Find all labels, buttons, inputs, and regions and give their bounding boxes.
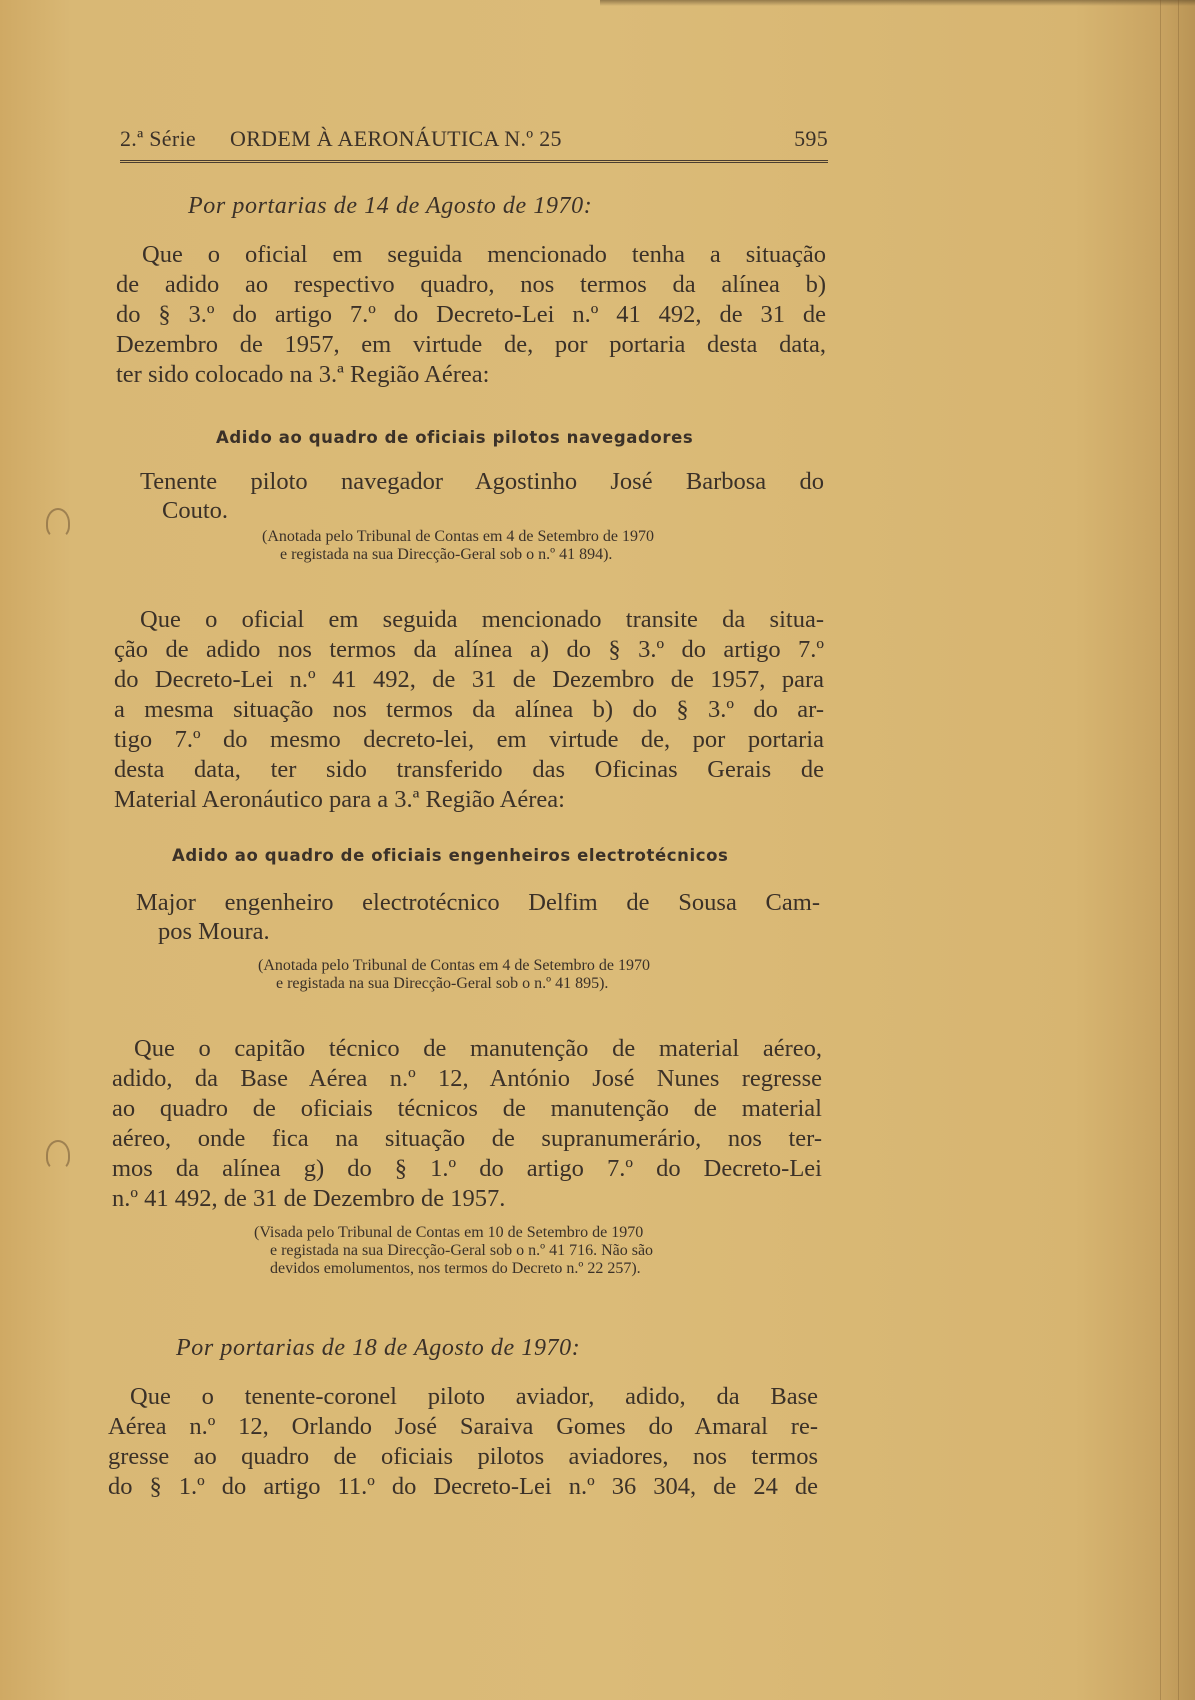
page-header [120, 126, 828, 163]
text-line: do Decreto-Lei n.º 41 492, de 31 de Dezembro de 1957, para [114, 666, 824, 693]
note-line: e registada na sua Direcção-Geral sob o n.º 41 716. Não são [270, 1242, 654, 1259]
note-line: (Visada pelo Tribunal de Contas em 10 de Setembro de 1970 [254, 1224, 644, 1241]
note-line: (Anotada pelo Tribunal de Contas em 4 de Setembro de 1970 [258, 957, 650, 974]
text-line: Aérea n.º 12, Orlando José Saraiva Gomes do Amaral re- [108, 1413, 818, 1440]
subheading: Adido ao quadro de oficiais engenheiros electrotécnicos [172, 846, 729, 865]
text-line: n.º 41 492, de 31 de Dezembro de 1957. [112, 1185, 506, 1212]
text-line: aéreo, onde fica na situação de supranumerário, nos ter- [112, 1125, 822, 1152]
note-line: e registada na sua Direcção-Geral sob o n.º 41 894). [280, 546, 613, 563]
note-line: devidos emolumentos, nos termos do Decreto n.º 22 257). [270, 1260, 641, 1277]
text-line: ção de adido nos termos da alínea a) do § 3.º do artigo 7.º [114, 636, 824, 663]
registration-note [254, 1224, 820, 1278]
section-heading: Por portarias de 18 de Agosto de 1970: [176, 1335, 581, 1361]
text-line: do § 1.º do artigo 11.º do Decreto-Lei n.º 36 304, de 24 de [108, 1473, 818, 1500]
paragraph [108, 1382, 818, 1502]
series-label: 2.ª Série [120, 126, 196, 151]
text-line: gresse ao quadro de oficiais pilotos aviadores, nos termos [108, 1443, 818, 1470]
name-line: pos Moura. [158, 918, 270, 945]
punch-hole-mark [46, 508, 70, 538]
page-edge-line [1178, 0, 1179, 1700]
name-line: Major engenheiro electrotécnico Delfim de Sousa Cam- [136, 889, 820, 916]
text-line: ao quadro de oficiais técnicos de manutenção de material [112, 1095, 822, 1122]
name-line: Tenente piloto navegador Agostinho José Barbosa do [140, 468, 824, 495]
scan-shadow [600, 0, 1195, 6]
text-line: a mesma situação nos termos da alínea b) do § 3.º do ar- [114, 696, 824, 723]
text-line: ter sido colocado na 3.ª Região Aérea: [116, 361, 490, 388]
page-number: 595 [794, 126, 828, 151]
subheading: Adido ao quadro de oficiais pilotos navegadores [216, 428, 694, 447]
text-line: do § 3.º do artigo 7.º do Decreto-Lei n.º 41 492, de 31 de [116, 301, 826, 328]
note-line: (Anotada pelo Tribunal de Contas em 4 de Setembro de 1970 [262, 528, 654, 545]
paragraph [116, 240, 826, 390]
text-line: de adido ao respectivo quadro, nos termos da alínea b) [116, 271, 826, 298]
text-line: Material Aeronáutico para a 3.ª Região Aérea: [114, 786, 565, 813]
text-line: adido, da Base Aérea n.º 12, António José Nunes regresse [112, 1065, 822, 1092]
text-line: Que o oficial em seguida mencionado transite da situa- [140, 606, 824, 633]
registration-note [258, 957, 822, 993]
text-line: tigo 7.º do mesmo decreto-lei, em virtude de, por portaria [114, 726, 824, 753]
text-line: desta data, ter sido transferido das Oficinas Gerais de [114, 756, 824, 783]
text-line: Dezembro de 1957, em virtude de, por portaria desta data, [116, 331, 826, 358]
paragraph [112, 1034, 822, 1214]
text-line: Que o capitão técnico de manutenção de material aéreo, [134, 1035, 822, 1062]
paragraph [114, 605, 824, 815]
registration-note [262, 528, 822, 564]
note-line: e registada na sua Direcção-Geral sob o n.º 41 895). [276, 975, 609, 992]
page-edge-line [1160, 0, 1161, 1700]
name-line: Couto. [162, 497, 229, 524]
text-line: Que o tenente-coronel piloto aviador, adido, da Base [130, 1383, 818, 1410]
publication-title: ORDEM À AERONÁUTICA N.º 25 [230, 126, 562, 151]
text-line: Que o oficial em seguida mencionado tenha a situação [142, 241, 826, 268]
text-line: mos da alínea g) do § 1.º do artigo 7.º do Decreto-Lei [112, 1155, 822, 1182]
punch-hole-mark [46, 1140, 70, 1170]
section-heading: Por portarias de 14 de Agosto de 1970: [188, 193, 593, 219]
